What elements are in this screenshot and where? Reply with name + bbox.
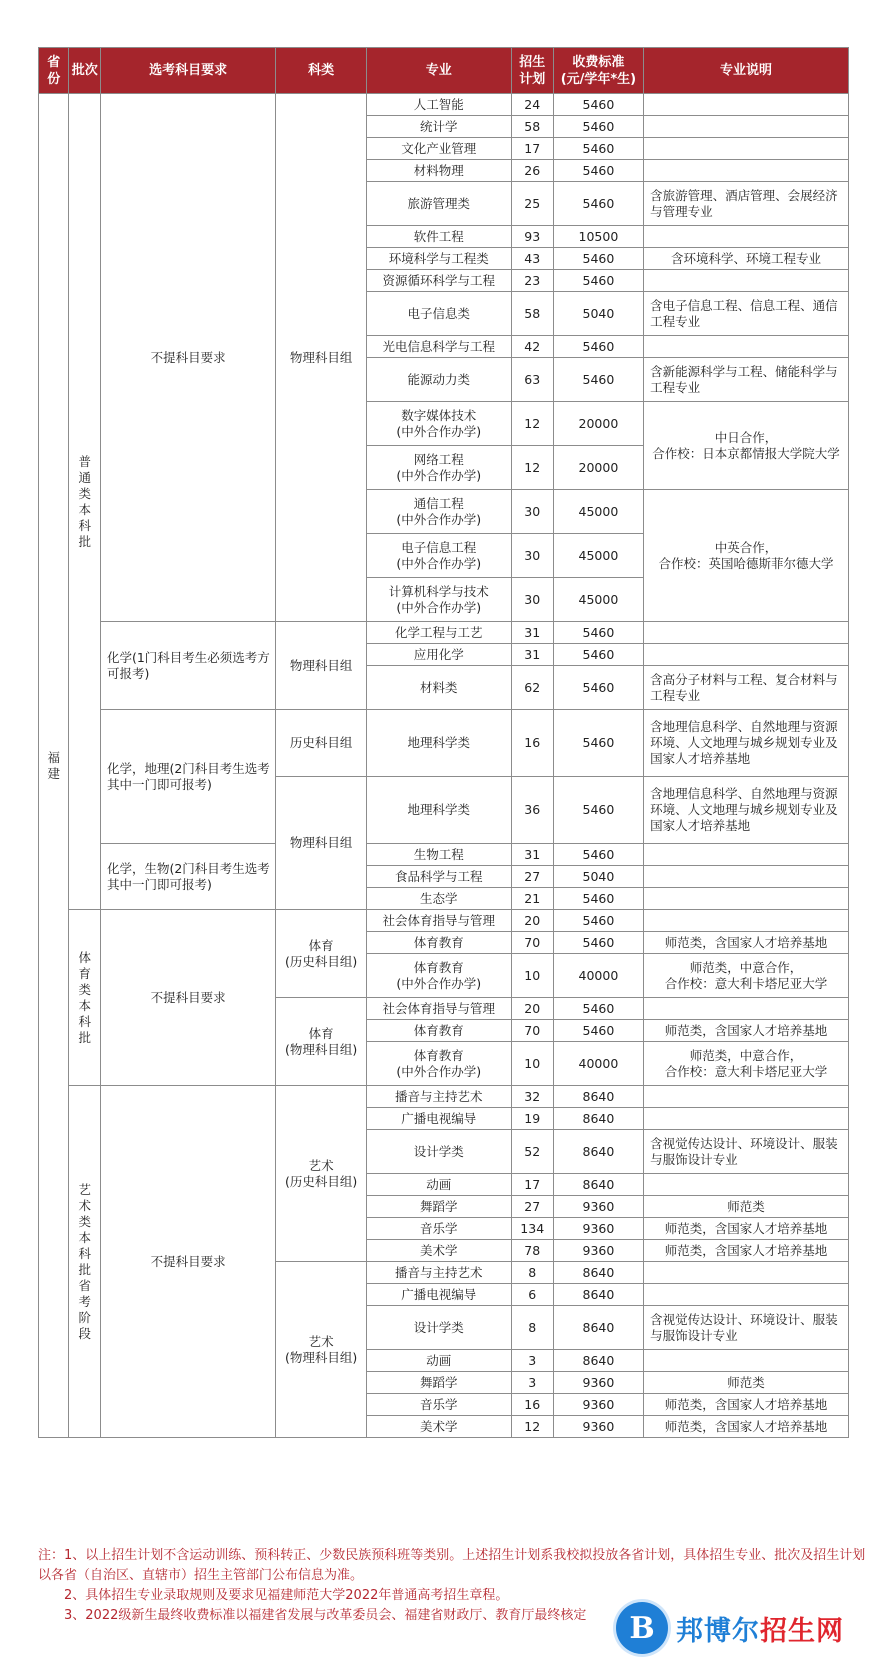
plan-cell: 43 [511,248,553,270]
site-watermark-logo [616,1600,856,1656]
plan-cell: 20 [511,910,553,932]
subject-req-none-cell: 不提科目要求 [100,94,275,622]
table-row [39,710,849,777]
plan-cell: 31 [511,644,553,666]
table-row [39,1086,849,1108]
plan-cell: 27 [511,866,553,888]
fee-cell: 8640 [553,1350,643,1372]
plan-cell: 25 [511,182,553,226]
major-cell: 计算机科学与技术 (中外合作办学) [366,578,511,622]
plan-cell: 3 [511,1372,553,1394]
major-cell: 文化产业管理 [366,138,511,160]
major-cell: 音乐学 [366,1218,511,1240]
fee-cell: 8640 [553,1174,643,1196]
fee-cell: 5040 [553,866,643,888]
note-cell [644,116,849,138]
note-cell: 含旅游管理、酒店管理、会展经济与管理专业 [644,182,849,226]
note-cell: 师范类，含国家人才培养基地 [644,1020,849,1042]
note-cell: 含新能源科学与工程、储能科学与工程专业 [644,358,849,402]
note-cell [644,644,849,666]
col-header-fee: 收费标准 (元/学年*生) [553,48,643,94]
major-cell: 体育教育 (中外合作办学) [366,1042,511,1086]
fee-cell: 9360 [553,1372,643,1394]
major-cell: 舞蹈学 [366,1196,511,1218]
plan-cell: 16 [511,1394,553,1416]
plan-cell: 26 [511,160,553,182]
col-header-batch: 批次 [69,48,101,94]
plan-cell: 16 [511,710,553,777]
major-cell: 广播电视编导 [366,1284,511,1306]
header-row [39,48,849,94]
plan-cell: 24 [511,94,553,116]
fee-cell: 5460 [553,998,643,1020]
note-cell: 师范类，含国家人才培养基地 [644,1394,849,1416]
major-cell: 统计学 [366,116,511,138]
note-japan-cooperation-cell: 中日合作， 合作校：日本京都情报大学院大学 [644,402,849,490]
note-cell [644,94,849,116]
col-header-major: 专业 [366,48,511,94]
footnote-1: 注：1、以上招生计划不含运动训练、预科转正、少数民族预科班等类别。上述招生计划系我校拟投放各省计划，具体招生专业、批次及招生计划以各省（自治区、直辖市）招生主管部门公布信息为准。 [38,1548,866,1583]
plan-cell: 36 [511,777,553,844]
enrollment-plan-table [38,47,849,1438]
plan-cell: 30 [511,534,553,578]
plan-cell: 63 [511,358,553,402]
province-cell: 福 建 [39,94,69,1438]
major-cell: 化学工程与工艺 [366,622,511,644]
major-cell: 设计学类 [366,1306,511,1350]
plan-cell: 12 [511,402,553,446]
fee-cell: 20000 [553,446,643,490]
major-cell: 地理科学类 [366,777,511,844]
col-header-plan: 招生 计划 [511,48,553,94]
note-cell: 含电子信息工程、信息工程、通信工程专业 [644,292,849,336]
major-cell: 数字媒体技术 (中外合作办学) [366,402,511,446]
major-cell: 旅游管理类 [366,182,511,226]
fee-cell: 5460 [553,888,643,910]
note-cell [644,270,849,292]
col-header-note: 专业说明 [644,48,849,94]
major-cell: 电子信息工程 (中外合作办学) [366,534,511,578]
plan-cell: 8 [511,1306,553,1350]
note-cell: 师范类，中意合作， 合作校：意大利卡塔尼亚大学 [644,954,849,998]
major-cell: 软件工程 [366,226,511,248]
plan-cell: 20 [511,998,553,1020]
note-cell [644,138,849,160]
fee-cell: 5460 [553,710,643,777]
plan-cell: 6 [511,1284,553,1306]
note-cell: 师范类，含国家人才培养基地 [644,1416,849,1438]
note-cell [644,226,849,248]
plan-cell: 30 [511,578,553,622]
major-cell: 体育教育 (中外合作办学) [366,954,511,998]
note-cell: 含地理信息科学、自然地理与资源环境、人文地理与城乡规划专业及国家人才培养基地 [644,777,849,844]
major-cell: 广播电视编导 [366,1108,511,1130]
fee-cell: 5460 [553,270,643,292]
major-cell: 人工智能 [366,94,511,116]
note-cell: 师范类 [644,1372,849,1394]
major-cell: 体育教育 [366,932,511,954]
note-cell [644,1086,849,1108]
note-cell [644,622,849,644]
subject-req-chem-cell: 化学(1门科目考生必须选考方可报考) [100,622,275,710]
category-physics-cell: 物理科目组 [276,622,366,710]
fee-cell: 8640 [553,1306,643,1350]
fee-cell: 9360 [553,1416,643,1438]
fee-cell: 10500 [553,226,643,248]
subject-req-none-cell: 不提科目要求 [100,1086,275,1438]
category-arts-history-cell: 艺术 (历史科目组) [276,1086,366,1262]
footnote-2: 2、具体招生专业录取规则及要求见福建师范大学2022年普通高考招生章程。 [64,1588,509,1603]
major-cell: 设计学类 [366,1130,511,1174]
major-cell: 电子信息类 [366,292,511,336]
plan-cell: 12 [511,1416,553,1438]
fee-cell: 8640 [553,1262,643,1284]
fee-cell: 5460 [553,358,643,402]
fee-cell: 5040 [553,292,643,336]
major-cell: 播音与主持艺术 [366,1262,511,1284]
plan-cell: 10 [511,954,553,998]
fee-cell: 45000 [553,490,643,534]
note-cell: 含地理信息科学、自然地理与资源环境、人文地理与城乡规划专业及国家人才培养基地 [644,710,849,777]
plan-cell: 52 [511,1130,553,1174]
plan-cell: 21 [511,888,553,910]
note-cell [644,844,849,866]
col-header-subject-req: 选考科目要求 [100,48,275,94]
plan-cell: 42 [511,336,553,358]
plan-cell: 134 [511,1218,553,1240]
major-cell: 美术学 [366,1416,511,1438]
major-cell: 体育教育 [366,1020,511,1042]
note-cell: 含高分子材料与工程、复合材料与工程专业 [644,666,849,710]
major-cell: 社会体育指导与管理 [366,998,511,1020]
plan-cell: 17 [511,1174,553,1196]
fee-cell: 8640 [553,1130,643,1174]
plan-cell: 23 [511,270,553,292]
subject-req-chem-geo-cell: 化学，地理(2门科目考生选考其中一门即可报考) [100,710,275,844]
major-cell: 食品科学与工程 [366,866,511,888]
table-row [39,844,849,866]
plan-cell: 70 [511,1020,553,1042]
note-cell: 含视觉传达设计、环境设计、服装与服饰设计专业 [644,1130,849,1174]
major-cell: 材料类 [366,666,511,710]
plan-cell: 12 [511,446,553,490]
major-cell: 环境科学与工程类 [366,248,511,270]
plan-cell: 58 [511,116,553,138]
plan-cell: 17 [511,138,553,160]
fee-cell: 5460 [553,94,643,116]
category-sports-physics-cell: 体育 (物理科目组) [276,998,366,1086]
plan-cell: 10 [511,1042,553,1086]
fee-cell: 5460 [553,160,643,182]
major-cell: 地理科学类 [366,710,511,777]
plan-cell: 8 [511,1262,553,1284]
fee-cell: 5460 [553,777,643,844]
logo-mark-icon: B [616,1602,668,1654]
plan-cell: 93 [511,226,553,248]
major-cell: 舞蹈学 [366,1372,511,1394]
logo-text [676,1609,844,1648]
note-cell: 师范类 [644,1196,849,1218]
plan-cell: 30 [511,490,553,534]
major-cell: 应用化学 [366,644,511,666]
fee-cell: 9360 [553,1196,643,1218]
plan-cell: 31 [511,844,553,866]
fee-cell: 5460 [553,248,643,270]
fee-cell: 5460 [553,138,643,160]
logo-brand-name: 邦博尔 [676,1615,760,1647]
fee-cell: 5460 [553,116,643,138]
note-cell: 师范类，含国家人才培养基地 [644,932,849,954]
fee-cell: 5460 [553,622,643,644]
col-header-category: 科类 [276,48,366,94]
fee-cell: 5460 [553,336,643,358]
fee-cell: 40000 [553,954,643,998]
fee-cell: 8640 [553,1086,643,1108]
plan-cell: 70 [511,932,553,954]
note-cell: 师范类，中意合作， 合作校：意大利卡塔尼亚大学 [644,1042,849,1086]
fee-cell: 5460 [553,1020,643,1042]
note-cell [644,1174,849,1196]
fee-cell: 5460 [553,844,643,866]
fee-cell: 9360 [553,1218,643,1240]
note-cell [644,1350,849,1372]
fee-cell: 8640 [553,1284,643,1306]
major-cell: 动画 [366,1350,511,1372]
fee-cell: 5460 [553,182,643,226]
fee-cell: 45000 [553,578,643,622]
note-cell [644,866,849,888]
col-header-province: 省份 [39,48,69,94]
category-sports-history-cell: 体育 (历史科目组) [276,910,366,998]
plan-cell: 62 [511,666,553,710]
note-cell [644,336,849,358]
note-cell [644,160,849,182]
major-cell: 社会体育指导与管理 [366,910,511,932]
fee-cell: 20000 [553,402,643,446]
note-cell: 含视觉传达设计、环境设计、服装与服饰设计专业 [644,1306,849,1350]
note-cell: 含环境科学、环境工程专业 [644,248,849,270]
category-physics-cell: 物理科目组 [276,777,366,910]
batch-arts-cell: 艺 术 类 本 科 批 省 考 阶 段 [69,1086,101,1438]
fee-cell: 5460 [553,910,643,932]
subject-req-none-cell: 不提科目要求 [100,910,275,1086]
plan-cell: 58 [511,292,553,336]
major-cell: 生态学 [366,888,511,910]
major-cell: 动画 [366,1174,511,1196]
subject-req-chem-bio-cell: 化学，生物(2门科目考生选考其中一门即可报考) [100,844,275,910]
plan-cell: 27 [511,1196,553,1218]
note-cell [644,910,849,932]
major-cell: 美术学 [366,1240,511,1262]
note-cell [644,888,849,910]
note-cell: 师范类，含国家人才培养基地 [644,1218,849,1240]
fee-cell: 5460 [553,644,643,666]
note-cell [644,1262,849,1284]
note-cell [644,998,849,1020]
major-cell: 生物工程 [366,844,511,866]
plan-cell: 3 [511,1350,553,1372]
major-cell: 通信工程 (中外合作办学) [366,490,511,534]
table-row [39,94,849,116]
major-cell: 网络工程 (中外合作办学) [366,446,511,490]
major-cell: 音乐学 [366,1394,511,1416]
major-cell: 资源循环科学与工程 [366,270,511,292]
note-cell [644,1284,849,1306]
category-history-cell: 历史科目组 [276,710,366,777]
footnote-3: 3、2022级新生最终收费标准以福建省发展与改革委员会、福建省财政厅、教育厅最终核定 [64,1608,587,1623]
fee-cell: 9360 [553,1394,643,1416]
note-cell [644,1108,849,1130]
plan-cell: 32 [511,1086,553,1108]
logo-brand-suffix: 招生网 [760,1615,844,1647]
fee-cell: 5460 [553,932,643,954]
plan-cell: 19 [511,1108,553,1130]
category-arts-physics-cell: 艺术 (物理科目组) [276,1262,366,1438]
table-row [39,910,849,932]
fee-cell: 9360 [553,1240,643,1262]
category-physics-cell: 物理科目组 [276,94,366,622]
table-row [39,622,849,644]
fee-cell: 8640 [553,1108,643,1130]
major-cell: 光电信息科学与工程 [366,336,511,358]
major-cell: 播音与主持艺术 [366,1086,511,1108]
major-cell: 材料物理 [366,160,511,182]
fee-cell: 40000 [553,1042,643,1086]
batch-sports-cell: 体 育 类 本 科 批 [69,910,101,1086]
major-cell: 能源动力类 [366,358,511,402]
batch-general-cell: 普 通 类 本 科 批 [69,94,101,910]
note-cell: 师范类，含国家人才培养基地 [644,1240,849,1262]
plan-cell: 78 [511,1240,553,1262]
fee-cell: 5460 [553,666,643,710]
note-uk-cooperation-cell: 中英合作， 合作校：英国哈德斯菲尔德大学 [644,490,849,622]
plan-cell: 31 [511,622,553,644]
fee-cell: 45000 [553,534,643,578]
